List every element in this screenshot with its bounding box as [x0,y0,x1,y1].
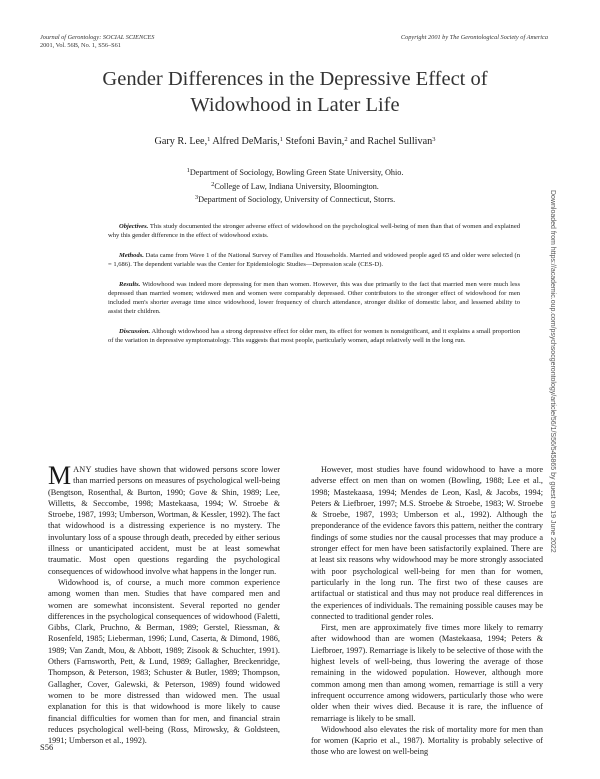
author-affiliation-mark: 2 [344,136,348,143]
copyright-notice: Copyright 2001 by The Gerontological Society of America [400,34,548,41]
title-line-1: Gender Differences in the Depressive Effect of [102,68,488,90]
abstract-methods [108,251,520,269]
abstract-text: Data came from Wave 1 of the National Survey of Families and Households. Married and widowed people aged 65 and older were selected (n = 1,686). The dependent variable was the Center for Epidemiologic Studies—Depression scale (CES-D). [108,252,520,269]
abstract-text: Widowhood was indeed more depressing for men than women. However, this was due primarily to the fact that married men were much less depressed than married women; widowed men and women were comparably depressed. Other contributors to the stronger effect of widowhood for men included men's shorter average time since widowhood, lower frequency of church attendance, stronger dislike of domestic labor, and lessened ability to assist their children. [108,281,520,316]
abstract-label: Discussion. [119,328,151,336]
abstract-text: Although widowhood has a strong depressive effect for older men, its effect for women is nonsignificant, and it explains a small proportion of the variation in depressive symptomatology. This suggests that most people, particularly women, adapt relatively well in the long run. [108,328,520,345]
affiliation-line [40,179,550,193]
body-paragraph: However, most studies have found widowhood to have a more adverse effect on men than on women (Bowling, 1988; Lee et al., 1998; Mastekaasa, 1994; Mendes de Leon, Kasl, & Jacobs, 1994; Peters & Liefbroer, 1997; M.S. Stroebe & Stroebe, 1983; W. Stroebe & Stroebe, 1987, 1993; Umberson et al., 1992). Although the preponderance of the evidence favors this pattern, neither the contrary findings of some studies nor the causal processes that may produce a stronger effect for men have been satisfactorily explained. There are at least six reasons why widowhood may be more strongly associated with poor psychological well-being for men than for women, particularly in the long run. The first two of these causes are artifactual or statistical and thus may not produce real differences in the experiences of individuals. The remaining possible causes may be connected to traditional gender roles. [311,465,543,621]
abstract-objectives [108,222,520,240]
abstract-label: Methods. [119,252,144,260]
body-paragraph [48,461,280,577]
author-name: Stefoni Bavin, [282,136,345,147]
body-paragraph: First, men are approximately five times more likely to remarry after widowhood than are women (Mastekaasa, 1994; Peters & Liefbroer, 1997). Remarriage is likely to be selective of those with the highest levels of well-being, thus lowering the average of those remaining in the widowed population. However, although more common among men than among women, remarriage is still a very infrequent occurrence among widowers, particularly those who were older when their wives died. Because it is rare, the influence of remarriage is likely to be small. [311,623,543,723]
affiliation-mark: 1 [186,167,190,174]
abstract-text: This study documented the stronger adverse effect of widowhood on the psychological well-being of men than that of women and explained why this gender difference in the effect of widowhood exists. [108,223,520,240]
body-paragraph: Widowhood is, of course, a much more common experience among women than men. Studies that have compared men and women are somewhat inconsistent. Several reported no gender differences in the psychological consequences of widowhood (Faletti, Gibbs, Clark, Pruchno, & Berman, 1989; Gerstel, Riessman, & Rosenfeld, 1985; Lieberman, 1996; Lund, Caserta, & Dimond, 1986, 1989; Van Zandt, Mou, & Abbott, 1989; Zisook & Schuchter, 1991). Others (Farnsworth, Pett, & Lund, 1989; Gallagher, Breckenridge, Thompson, & Peterson, 1983; Schuster & Butler, 1989; Thompson, Gallagher, Cover, Galewski, & Peterson, 1989) found widowed women to be more distressed than widowed men. The usual explanation for this is that widowhood is more likely to cause financial difficulties for women than for men, and financial strain reduces psychological well-being (Ross, Mirowsky, & Goldsteen, 1991; Umberson et al., 1992). [48,577,280,746]
journal-header [40,34,154,51]
affiliation-text: College of Law, Indiana University, Bloomington. [214,181,379,191]
author-list [40,133,550,148]
download-watermark: Downloaded from https://academic.oup.com/psychsocgerontology/article/56/1/S56/545865 by guest on 19 June 2022 [549,190,556,553]
journal-volume: 2001, Vol. 56B, No. 1, S56–S61 [40,42,121,50]
affiliation-line [40,192,550,206]
abstract-discussion [108,327,520,345]
page-number: S56 [40,742,54,752]
affiliation-line [40,165,550,179]
author-name: Alfred DeMaris, [210,136,280,147]
affiliation-mark: 3 [194,194,199,202]
body-column-right [311,464,543,758]
drop-cap: M [48,461,72,490]
journal-name: Journal of Gerontology: SOCIAL SCIENCES [40,34,155,41]
abstract [108,222,520,356]
author-affiliation-mark: 1 [207,136,211,143]
affiliation-text: Department of Sociology, Bowling Green State University, Ohio. [189,168,404,177]
affiliation-mark: 2 [211,180,215,188]
opening-caps: ANY [73,465,92,474]
body-paragraph: Widowhood also elevates the risk of mortality more for men than for women (Kaprio et al., 1987). Mortality is probably selective of those who are lowest on well-being [311,724,543,757]
affiliation-text: Department of Sociology, University of Connecticut, Storrs. [198,195,396,205]
author-affiliation-mark: 3 [432,136,436,143]
author-name: Gary R. Lee, [154,136,208,147]
author-name: and Rachel Sullivan [347,136,433,147]
abstract-label: Objectives. [119,223,149,230]
abstract-label: Results. [119,281,141,289]
body-column-left [48,461,280,746]
paragraph-text: studies have shown that widowed persons score lower than married persons on measures of psychological well-being (Bengtson, Rosenthal, & Burton, 1990; Gove & Shin, 1989; Lee, Willetts, & Seccombe, 1998; Mastekaasa, 1994; W. Stroebe & Stroebe, 1987, 1993; Umberson, Wortman, & Kessler, 1992). The fact that widowhood is a distressing experience is no mystery. The involuntary loss of a spouse through death, preceded by either serious illness or unanticipated accident, must be at least somewhat traumatic. Most open questions regarding the psychological consequences of widowhood involve what happens in the longer run. [48,465,280,576]
author-affiliation-mark: 1 [279,136,283,143]
article-title [40,66,550,118]
title-line-2: Widowhood in Later Life [190,94,400,116]
affiliation-list [40,165,550,206]
abstract-results [108,280,520,316]
